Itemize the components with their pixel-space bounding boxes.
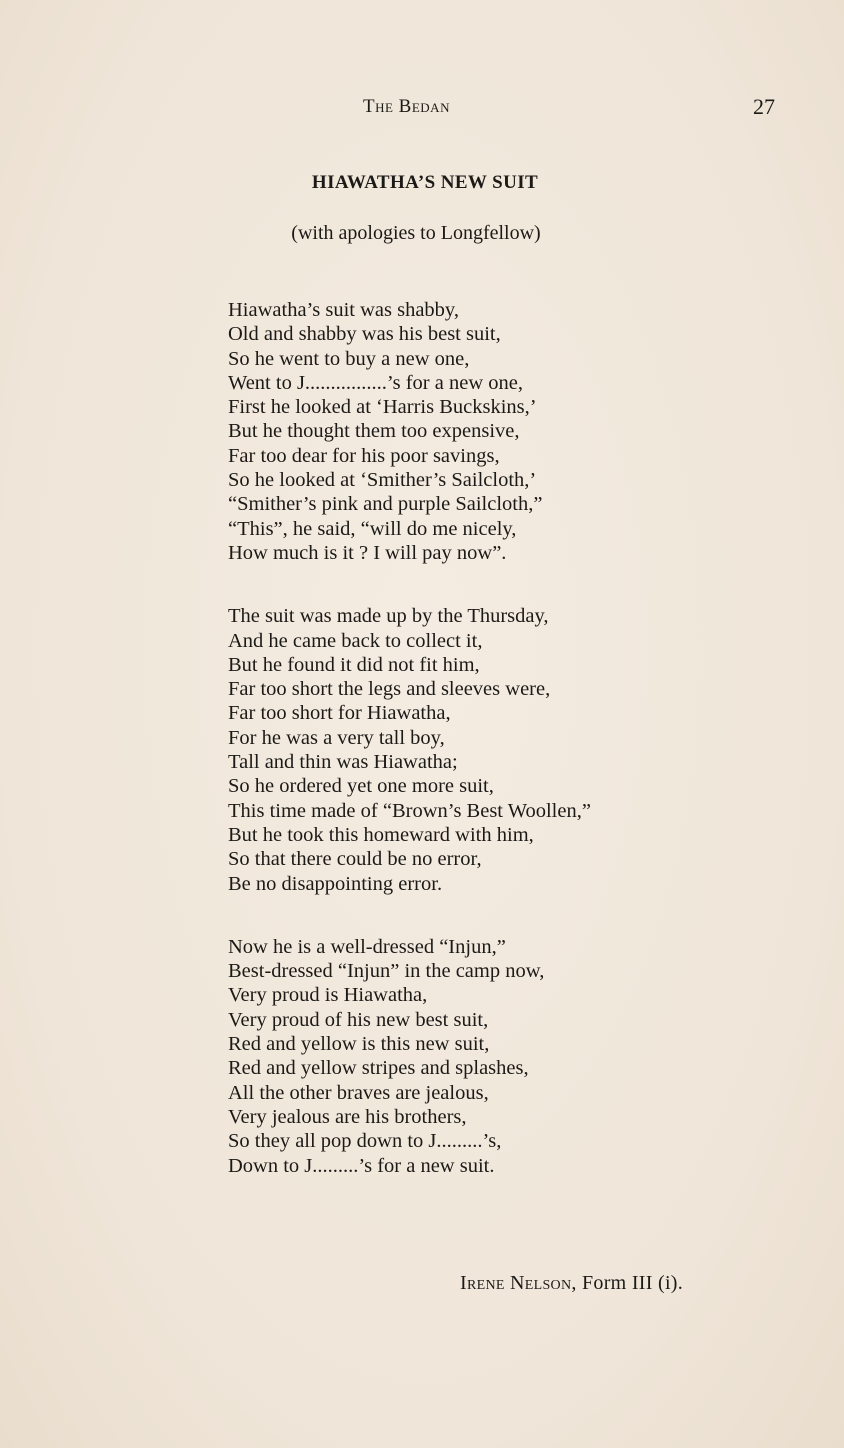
poem-line: First he looked at ‘Harris Buckskins,’ [228,396,537,419]
poem-line: This time made of “Brown’s Best Woollen,” [228,799,591,822]
poem-line: So they all pop down to J.........’s, [228,1130,502,1153]
poem-line: All the other braves are jealous, [228,1081,489,1104]
poem-line: For he was a very tall boy, [228,726,445,749]
poem-line: The suit was made up by the Thursday, [228,605,549,628]
poem-line: Now he is a well-dressed “Injun,” [228,935,506,958]
poem-line: But he thought them too expensive, [228,420,520,443]
poem-line: Tall and thin was Hiawatha; [228,751,458,774]
poem-line: Far too short for Hiawatha, [228,702,451,725]
poem-body [228,298,788,1217]
poem-line: And he came back to collect it, [228,629,483,652]
poem-line: So that there could be no error, [228,848,482,871]
author-form: , Form III (i). [571,1272,684,1294]
poem-subtitle: (with apologies to Longfellow) [291,222,541,244]
poem-line: So he ordered yet one more suit, [228,775,494,798]
poem-line: “This”, he said, “will do me nicely, [228,517,517,540]
poem-line: Red and yellow is this new suit, [228,1033,490,1056]
poem-line: “Smither’s pink and purple Sailcloth,” [228,493,543,516]
poem-line: Very proud is Hiawatha, [228,984,428,1007]
stanza [228,604,788,896]
poem-line: Down to J.........’s for a new suit. [228,1154,495,1177]
poem-line: Very jealous are his brothers, [228,1105,467,1128]
poem-line: Far too short the legs and sleeves were, [228,678,551,701]
poem-line: Be no disappointing error. [228,872,443,895]
poem-line: Best-dressed “Injun” in the camp now, [228,960,545,983]
poem-line: Red and yellow stripes and splashes, [228,1057,529,1080]
author-signature [460,1272,683,1295]
poem-line: So he looked at ‘Smither’s Sailcloth,’ [228,469,537,492]
poem-line: So he went to buy a new one, [228,347,470,370]
poem-line: Hiawatha’s suit was shabby, [228,299,459,321]
page-number: 27 [753,94,775,119]
stanza [228,935,788,1178]
stanza [228,298,788,565]
poem-line: Went to J................’s for a new one, [228,371,523,394]
poem-line: Very proud of his new best suit, [228,1008,489,1031]
poem-line: But he found it did not fit him, [228,653,480,676]
poem-line: Old and shabby was his best suit, [228,323,501,346]
page-header [0,96,844,124]
poem-line: But he took this homeward with him, [228,823,534,846]
poem-line: How much is it ? I will pay now”. [228,541,507,564]
author-name: Irene Nelson [460,1272,572,1294]
poem-title: HIAWATHA’S NEW SUIT [311,172,539,193]
running-head: The Bedan [363,96,450,117]
poem-line: Far too dear for his poor savings, [228,444,500,467]
